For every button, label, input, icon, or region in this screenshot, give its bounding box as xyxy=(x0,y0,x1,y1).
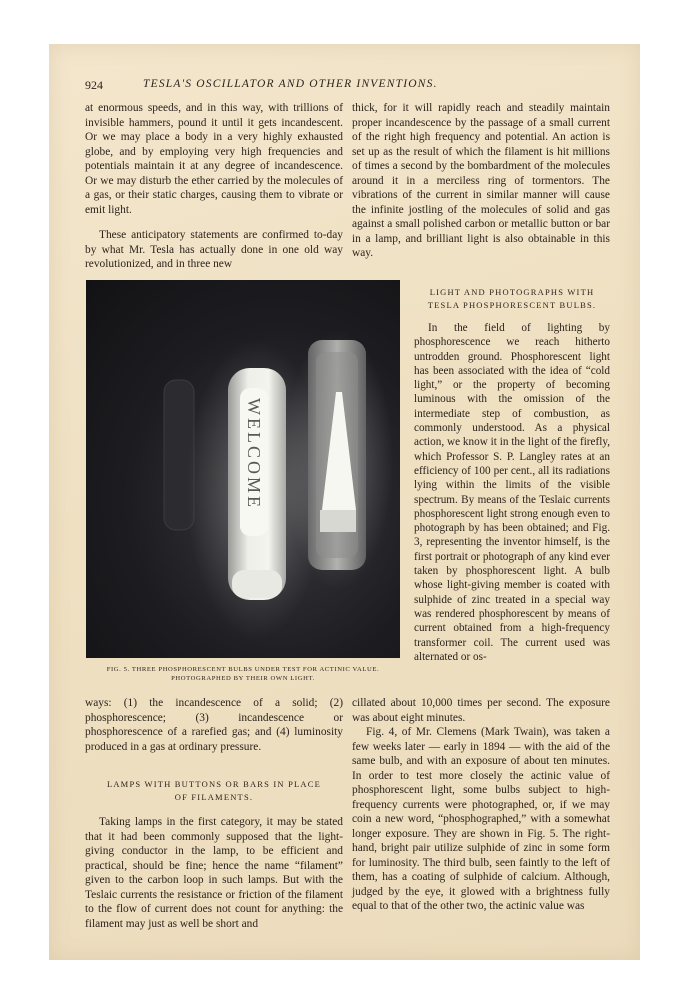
paragraph: These anticipatory statements are confirmed to-day by what Mr. Tesla has actually done in one old way revolutionized, and in three new xyxy=(85,229,343,270)
section-heading: TESLA PHOSPHORESCENT BULBS. xyxy=(427,300,597,310)
caption-line: PHOTOGRAPHED BY THEIR OWN LIGHT. xyxy=(171,675,315,682)
paragraph: cillated about 10,000 times per second. The exposure was about eight minutes. xyxy=(352,697,610,724)
section-heading: LAMPS WITH BUTTONS OR BARS IN PLACE xyxy=(106,779,322,789)
paragraph: Taking lamps in the first category, it may be stated that it had been commonly supposed that the light-giving conductor in the lamp, to be efficient and practical, should be fine; hence the name “filament” given to the carbon loop in such lamps. But with the Teslaic currents the resistance or friction of the filament to the flow of current does not count for anything: the filament may just as well be short and xyxy=(85,816,343,930)
paragraph: Fig. 4, of Mr. Clemens (Mark Twain), was taken a few weeks later — early in 1894 — with the aid of the same bulb, and with an exposure of about ten minutes. In order to test more closely the actinic value of phosphorescent light, some bulbs subject to high-frequency currents were photographed, or, if we may coin a new word, “phosphographed,” with a somewhat longer exposure. They are shown in Fig. 5. The right-hand, bright pair utilize sulphide of zinc in some form for luminosity. The third bulb, seen faintly to the left of them, has a coating of sulphide of calcium. Although, judged by the eye, it glowed with a brightness fully equal to that of the other two, the actinic value was xyxy=(352,726,610,912)
left-column-top xyxy=(85,101,343,272)
paragraph: at enormous speeds, and in this way, with trillions of invisible hammers, pound it until it gets incandescent. Or we may place a body in a very highly exhausted globe, and by employing very high frequencies and potentials maintain it at any degree of incandescence. Or we may disturb the ether carried by the molecules of a gas, or their static charges, causing them to vibrate or emit light. xyxy=(85,102,343,216)
section-heading: LIGHT AND PHOTOGRAPHS WITH xyxy=(429,287,595,297)
welcome-bulb xyxy=(228,368,286,600)
section-heading: OF FILAMENTS. xyxy=(174,792,254,802)
caption-line: FIG. 5. THREE PHOSPHORESCENT BULBS UNDER TEST FOR ACTINIC VALUE. xyxy=(106,666,380,673)
paragraph: thick, for it will rapidly reach and steadily maintain proper incandescence by the passage of a small current of the right high frequency and potential. An action is set up as the result of which the filament is hit millions of times a second by the bombardment of the molecules around it in a merciless ring of tormentors. The vibrations of the current in similar manner will cause the infinite jostling of the molecules of solid and gas against a small polished carbon or metallic button or bar in a lamp, and brilliant light is also obtainable in this way. xyxy=(352,102,610,259)
figure-caption xyxy=(86,665,400,683)
page-header xyxy=(85,78,615,94)
right-column-middle xyxy=(414,286,610,664)
paragraph: In the field of lighting by phosphorescence we reach hitherto untrodden ground. Phosphorescent light has been associated with the idea of “cold light,” or the property of becoming luminous with the omission of the intermediate step of combustion, as commonly understood. As a physical action, we know it in the light of the firefly, which Professor S. P. Langley rates at an efficiency of 100 per cent., all its radiations lying within the limits of the visible spectrum. By means of the Teslaic currents phosphorescent light strong enough even to photograph by has been obtained; and Fig. 3, representing the inventor himself, is the first portrait or photograph of any kind ever taken by phosphorescent light. A bulb whose light-giving member is coated with sulphide of zinc treated in a special way was rendered phosphorescent by means of current obtained from a high-frequency transformer coil. The current used was alternated or os- xyxy=(414,322,610,663)
right-tube-bulb xyxy=(308,340,366,570)
bulb-lettering: WELCOME xyxy=(244,398,264,510)
right-column-top xyxy=(352,101,610,261)
page-number: 924 xyxy=(85,78,103,92)
phosphorescent-bulbs-image xyxy=(86,280,400,658)
left-column-bottom xyxy=(85,696,343,931)
paragraph: ways: (1) the incandescence of a solid; (2) phosphorescence; (3) incandescence or phosphorescence of a rarefied gas; and (4) luminosity produced in a gas at ordinary pressure. xyxy=(85,697,343,753)
figure-5-photograph xyxy=(86,280,400,658)
running-title: TESLA'S OSCILLATOR AND OTHER INVENTIONS. xyxy=(143,78,438,90)
right-column-bottom xyxy=(352,696,610,914)
